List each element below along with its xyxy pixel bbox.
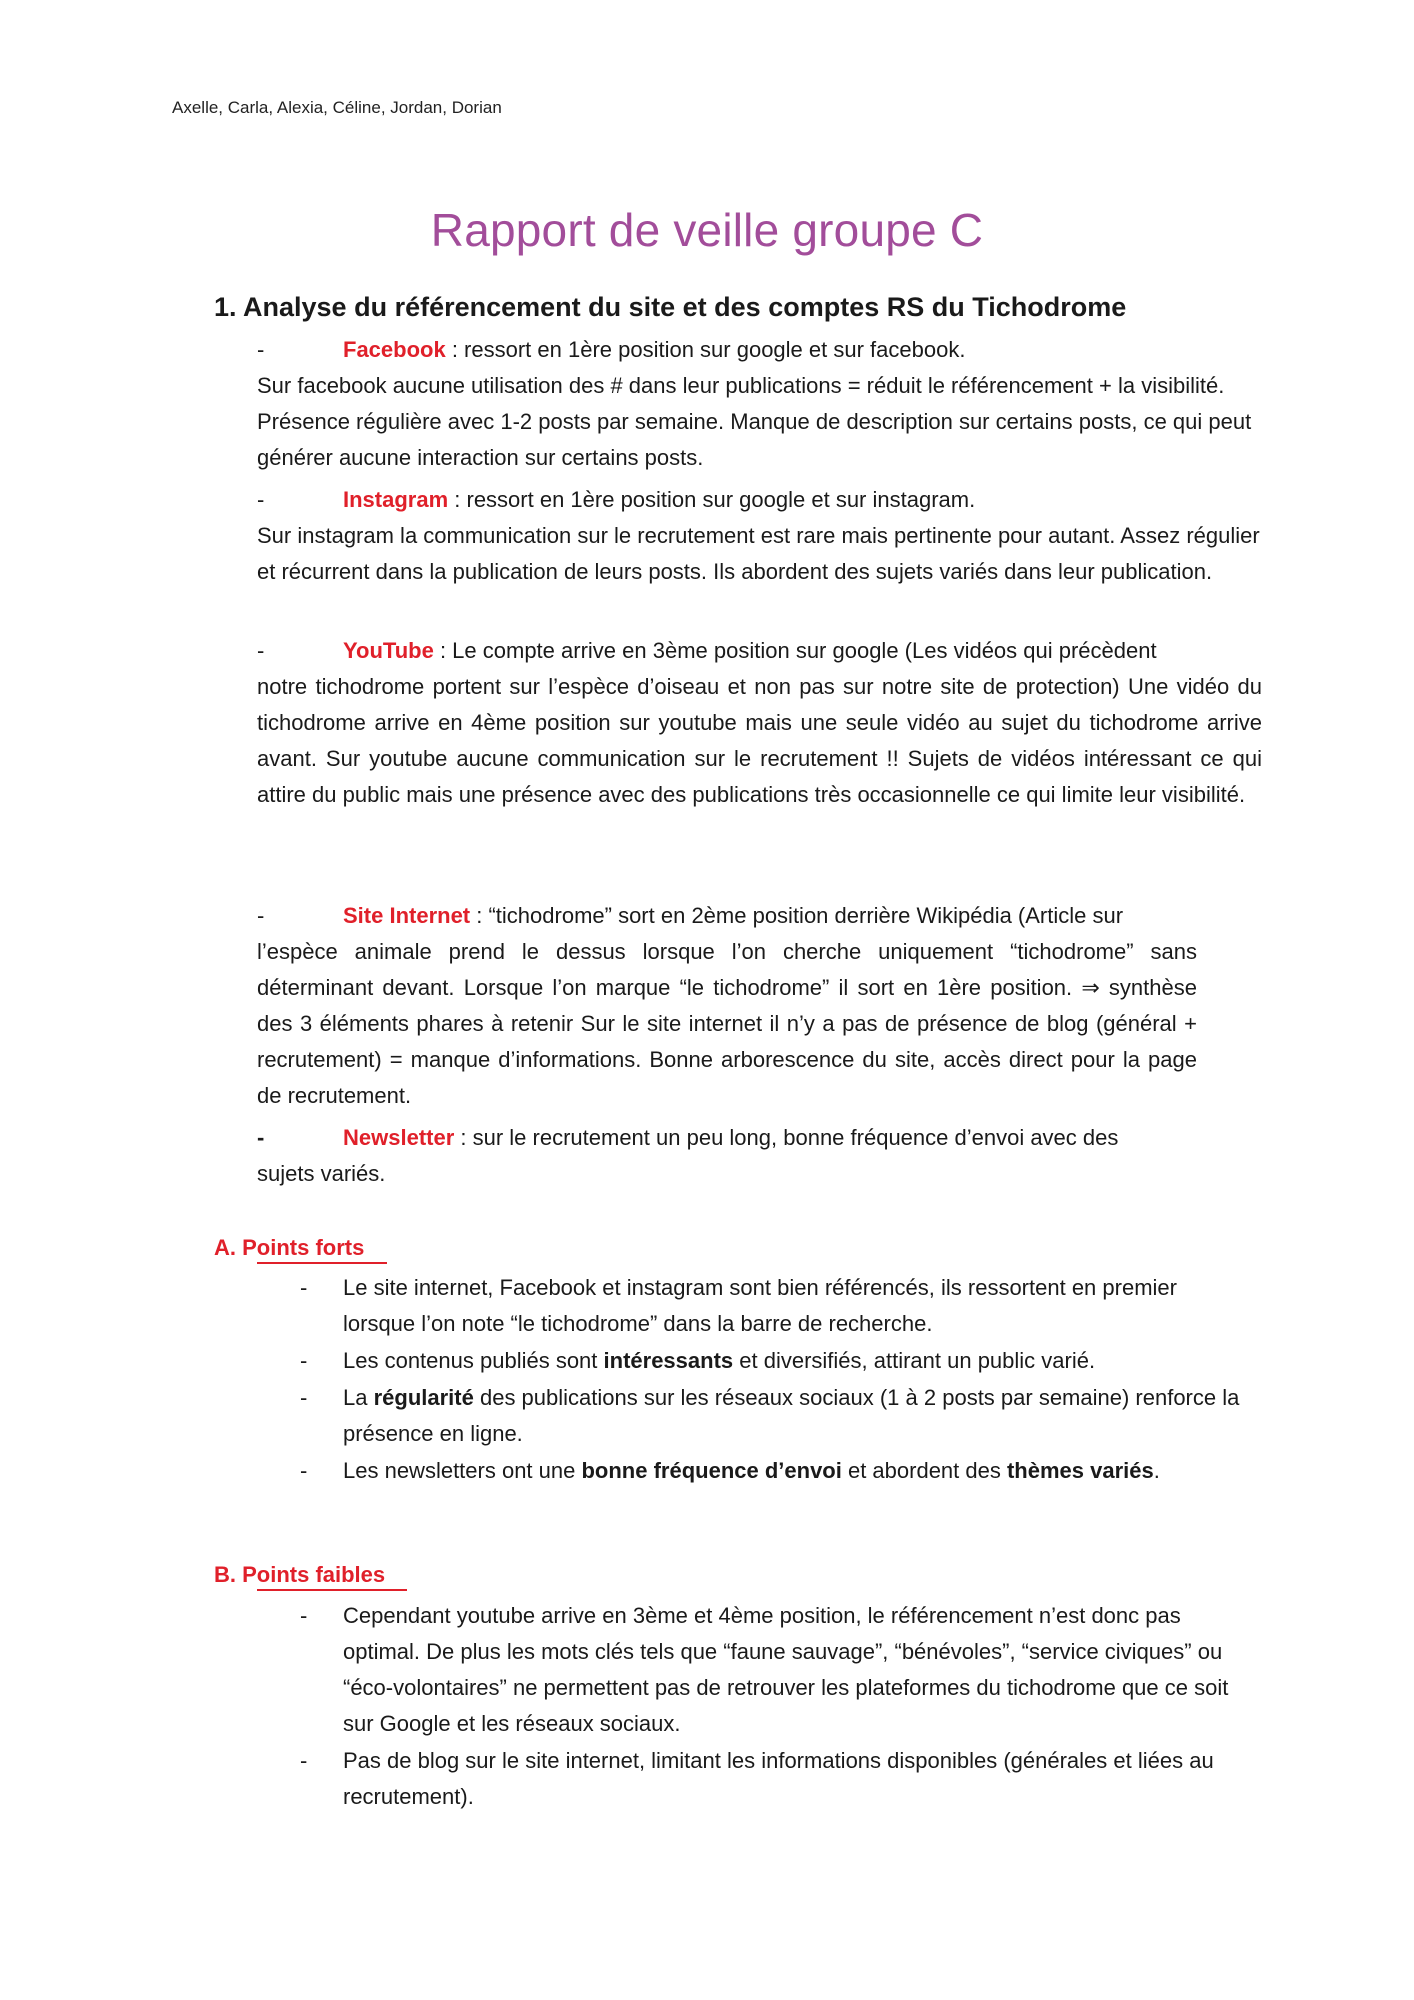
bullet-marker: - — [300, 1385, 308, 1410]
heading-underline — [257, 1589, 407, 1591]
item-body: Sur instagram la communication sur le recrutement est rare mais pertinente pour autant. Assez régulier et récurrent dans la publication de leurs posts. Ils abordent des sujets variés dans leur publication. — [257, 523, 1260, 584]
list-item — [300, 1380, 1240, 1452]
item-first-line: : ressort en 1ère position sur google et sur instagram. — [448, 487, 976, 512]
bullet-marker: - — [300, 1348, 308, 1373]
list-item-text: Cependant youtube arrive en 3ème et 4ème position, le référencement n’est donc pas optimal. De plus les mots clés tels que “faune sauvage”, “bénévoles”, “service civiques” ou “éco-volontaires” ne permettent pas de retrouver les plateformes du tichodrome que ce soit sur Google et les réseaux sociaux. — [343, 1603, 1229, 1736]
list-item-text: et abordent des — [841, 1458, 1007, 1483]
list-item-text: Les contenus publiés sont — [343, 1348, 604, 1373]
dash-marker: - — [257, 337, 265, 362]
subheading-text: A. Points forts — [214, 1235, 365, 1260]
item-site-internet — [257, 898, 1197, 1114]
list-item-text: . — [1153, 1458, 1160, 1483]
bullet-marker: - — [300, 1748, 308, 1773]
list-item — [300, 1270, 1240, 1342]
item-label-facebook: Facebook — [343, 337, 446, 362]
emphasis-text: régularité — [373, 1385, 474, 1410]
emphasis-text: intéressants — [603, 1348, 734, 1373]
item-body: notre tichodrome portent sur l’espèce d’oiseau et non pas sur notre site de protection) Une vidéo du tichodrome arrive en 4ème position sur youtube mais une seule vidéo au sujet du tichodrome arrive avant. Sur youtube aucune communication sur le recrutement !! Sujets de vidéos intéressant ce qui attire du public mais une présence avec des publications très occasionnelle ce qui limite leur visibilité. — [257, 674, 1262, 807]
list-item — [300, 1743, 1240, 1815]
list-item-text: des publications sur les réseaux sociaux (1 à 2 posts par semaine) renforce la présence en ligne. — [343, 1385, 1240, 1446]
item-first-line: : Le compte arrive en 3ème position sur google (Les vidéos qui précèdent — [433, 638, 1157, 663]
emphasis-text: bonne fréquence d’envoi — [581, 1458, 842, 1483]
list-item-text: La — [343, 1385, 374, 1410]
heading-underline — [257, 1262, 387, 1264]
dash-marker: - — [257, 1125, 265, 1150]
subheading-points-forts — [214, 1235, 364, 1261]
emphasis-text: thèmes variés — [1006, 1458, 1154, 1483]
item-first-line: : “tichodrome” sort en 2ème position derrière Wikipédia (Article sur — [470, 903, 1124, 928]
dash-marker: - — [257, 638, 265, 663]
item-body: Sur facebook aucune utilisation des # dans leur publications = réduit le référencement + la visibilité. Présence régulière avec 1-2 posts par semaine. Manque de description sur certains posts, ce qui peut générer aucune interaction sur certains posts. — [257, 373, 1252, 470]
subheading-points-faibles — [214, 1562, 385, 1588]
dash-marker: - — [257, 903, 265, 928]
item-instagram — [257, 482, 1262, 590]
bullet-marker: - — [300, 1275, 308, 1300]
item-first-line: : ressort en 1ère position sur google et sur facebook. — [445, 337, 966, 362]
document-title: Rapport de veille groupe C — [430, 203, 984, 256]
dash-marker: - — [257, 487, 265, 512]
points-forts-list — [300, 1270, 1240, 1490]
bullet-marker: - — [300, 1458, 308, 1483]
list-item-text: Les newsletters ont une — [343, 1458, 582, 1483]
list-item-text: Le site internet, Facebook et instagram sont bien référencés, ils ressortent en premier lorsque l’on note “le tichodrome” dans la barre de recherche. — [343, 1275, 1177, 1336]
item-label-youtube: YouTube — [343, 638, 434, 663]
item-label-instagram: Instagram — [343, 487, 449, 512]
authors-line: Axelle, Carla, Alexia, Céline, Jordan, Dorian — [172, 98, 502, 117]
item-label-site-internet: Site Internet — [343, 903, 471, 928]
points-faibles-list — [300, 1598, 1240, 1816]
item-label-newsletter: Newsletter — [343, 1125, 455, 1150]
item-first-line: : sur le recrutement un peu long, bonne fréquence d’envoi avec des — [454, 1125, 1119, 1150]
list-item — [300, 1598, 1240, 1742]
item-facebook — [257, 332, 1262, 476]
item-body: sujets variés. — [257, 1161, 386, 1186]
subheading-text: B. Points faibles — [214, 1562, 386, 1587]
item-body: l’espèce animale prend le dessus lorsque l’on cherche uniquement “tichodrome” sans déterminant devant. Lorsque l’on marque “le tichodrome” il sort en 1ère position. ⇒ synthèse des 3 éléments phares à retenir Sur le site internet il n’y a pas de présence de blog (général + recrutement) = manque d’informations. Bonne arborescence du site, accès direct pour la page de recrutement. — [257, 939, 1197, 1108]
list-item-text: Pas de blog sur le site internet, limitant les informations disponibles (générales et liées au recrutement). — [343, 1748, 1214, 1809]
section-heading: 1. Analyse du référencement du site et des comptes RS du Tichodrome — [214, 292, 1127, 322]
bullet-marker: - — [300, 1603, 308, 1628]
item-newsletter — [257, 1120, 1262, 1192]
list-item-text: et diversifiés, attirant un public varié. — [733, 1348, 1096, 1373]
item-youtube — [257, 633, 1262, 813]
list-item — [300, 1453, 1240, 1489]
list-item — [300, 1343, 1240, 1379]
